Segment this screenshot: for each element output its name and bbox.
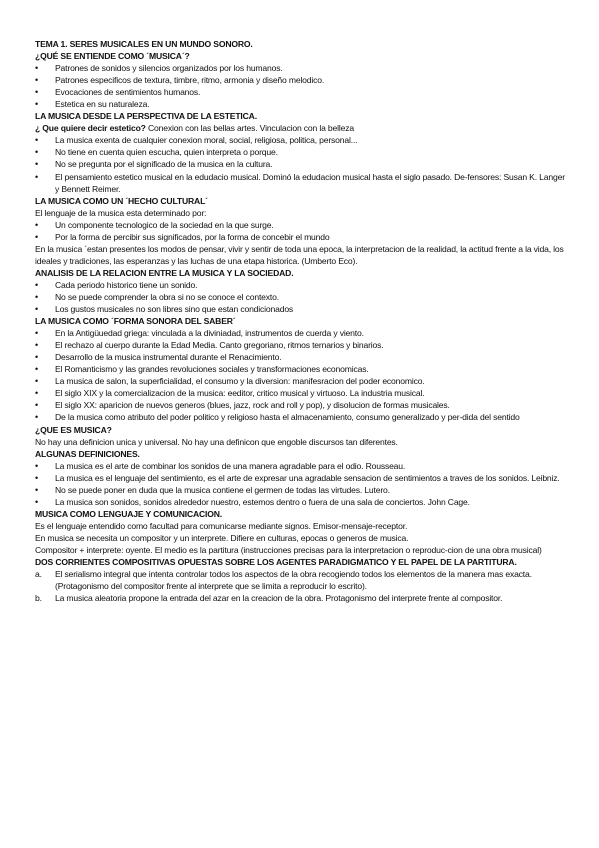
bullet-icon: • (35, 328, 38, 339)
bullet-list-s3 (35, 219, 565, 243)
question-rest: Conexion con las bellas artes. Vinculacion con la belleza (145, 123, 354, 134)
section-heading-estetica: LA MUSICA DESDE LA PERSPECTIVA DE LA ESTETICA. (35, 111, 257, 122)
intro-line: El lenguaje de la musica esta determinado por: (35, 207, 207, 218)
bullet-icon: • (35, 412, 38, 423)
list-item: • El Romanticismo y las grandes revoluciones sociales y transformaciones economicas. (35, 364, 369, 375)
list-item: • La musica es el lenguaje del sentimiento, es el arte de expresar una agradable sensacion de sentimientos a traves de los sonidos. Leibniz. (35, 472, 560, 483)
question-line (35, 122, 565, 134)
paragraph-line: Compositor + interprete: oyente. El medio es la partitura (instrucciones precisas para la interpretacion o reproduc-cion de una obra musical) (35, 544, 542, 555)
section-heading-lenguaje: MUSICA COMO LENGUAJE Y COMUNICACION. (35, 508, 223, 519)
bullet-icon: • (35, 63, 38, 74)
list-item: • De la musica como atributo del poder politico y religioso hasta el almacenamiento, consumo generalizado y per-dida del sentido (35, 412, 520, 423)
list-item: • El pensamiento estetico musical en la edudacio musical. Dominó la edudacion musical hasta el siglo pasado. De-fensores: Susan K. Langer y Bennett Reimer. (35, 171, 565, 194)
bullet-icon: • (35, 460, 38, 471)
list-item: • Evocaciones de sentimientos humanos. (35, 87, 201, 98)
bullet-icon: • (35, 364, 38, 375)
bullet-icon: • (35, 75, 38, 86)
list-item: • No se pregunta por el significado de la musica en la cultura. (35, 159, 273, 170)
bullet-icon: • (35, 291, 38, 302)
bullet-list-s7 (35, 460, 565, 508)
paragraph: No hay una definicion unica y universal. No hay una definicon que engoble discursos tan diferentes. (35, 436, 398, 447)
section-heading-corrientes: DOS CORRIENTES COMPOSITIVAS OPUESTAS SOBRE LOS AGENTES PARADIGMATICO Y EL PAPEL DE LA PARTITURA. (35, 557, 517, 568)
list-item: • No se puede comprender la obra si no se conoce el contexto. (35, 291, 279, 302)
list-item: • No tiene en cuenta quien escucha, quien interpreta o porque. (35, 147, 278, 158)
bullet-icon: • (35, 376, 38, 387)
bullet-icon: • (35, 171, 38, 182)
list-letter: a. (35, 569, 42, 580)
paragraph-line: Es el lenguaje entendido como facultad para comunicarse mediante signos. Emisor-mensaje-receptor. (35, 520, 408, 531)
list-item: • Estetica en su naturaleza. (35, 99, 150, 110)
bullet-icon: • (35, 231, 38, 242)
bullet-icon: • (35, 400, 38, 411)
list-item: • La musica de salon, la superficialidad, el consumo y la diversion: manifesracion del poder economico. (35, 376, 425, 387)
bullet-icon: • (35, 304, 38, 315)
bullet-icon: • (35, 87, 38, 98)
bullet-icon: • (35, 219, 38, 230)
bullet-icon: • (35, 147, 38, 158)
list-item: a. El serialismo integral que intenta controlar todos los aspectos de la obra recogiendo todos los elementos de la manera mas exacta. (Protagonismo del compositor frente al interprete que se limita a reproducir lo escrito). (35, 569, 532, 592)
list-item: • Cada periodo historico tiene un sonido. (35, 279, 198, 290)
list-item: • En la Antigüuedad griega: vinculada a la diviniadad, instrumentos de cuerda y viento. (35, 328, 364, 339)
bullet-icon: • (35, 484, 38, 495)
list-item: b. La musica aleatoria propone la entrada del azar en la creacion de la obra. Protagonismo del interprete frente al compositor. (35, 593, 503, 604)
bullet-icon: • (35, 340, 38, 351)
bullet-icon: • (35, 135, 38, 146)
list-item: • Los gustos musicales no son libres sino que estan condicionados (35, 304, 294, 315)
bullet-icon: • (35, 99, 38, 110)
list-item: • Patrones especificos de textura, timbre, ritmo, armonia y diseño melodico. (35, 75, 325, 86)
list-item: • El siglo XX: aparicion de nuevos generos (blues, jazz, rock and roll y pop), y disolucion de formas musicales. (35, 400, 450, 411)
paragraph-line: En musica se necesita un compositor y un interprete. Difiere en culturas, epocas o generos de musica. (35, 532, 409, 543)
list-item: • La musica es el arte de combinar los sonidos de una manera agradable para el odio. Rousseau. (35, 460, 406, 471)
list-item: • Patrones de sonidos y silencios organizados por los humanos. (35, 63, 283, 74)
bullet-icon: • (35, 159, 38, 170)
bullet-list-s2 (35, 134, 565, 194)
list-item: • Un componente tecnologico de la sociedad en la que surge. (35, 219, 274, 230)
bullet-list-s1 (35, 62, 565, 110)
bullet-icon: • (35, 472, 38, 483)
bullet-list-s5 (35, 327, 565, 423)
list-item: • El rechazo al cuerpo durante la Edad Media. Canto gregoriano, ritmos ternarios y binarios. (35, 340, 384, 351)
list-item: • La musica exenta de cualquier conexion moral, social, religiosa, politica, personal... (35, 135, 358, 146)
bullet-icon: • (35, 388, 38, 399)
section-heading-analisis: ANALISIS DE LA RELACION ENTRE LA MUSICA Y LA SOCIEDAD. (35, 267, 294, 278)
list-item: • Desarrollo de la musica instrumental durante el Renacimiento. (35, 352, 282, 363)
list-item: • El siglo XIX y la comercializacion de la musica: eeditor, critico musical y virtuoso. La industria musical. (35, 388, 425, 399)
quote-paragraph: En la musica ´estan presentes los modos de pensar, vivir y sentir de toda una epoca, la interpretacion de la realidad, la actitud frente a la vida, los ideales y tradiciones, las esperanzas y las luchas de una etapa historica. (Umberto Eco). (35, 243, 564, 266)
list-item: • Por la forma de percibir sus significados, por la forma de concebir el mundo (35, 231, 330, 242)
section-heading-hecho-cultural: LA MUSICA COMO UN ´HECHO CULTURAL´ (35, 195, 208, 206)
lettered-list-s9 (35, 568, 565, 604)
list-letter: b. (35, 593, 42, 604)
document-page (35, 38, 565, 604)
doc-title: TEMA 1. SERES MUSICALES EN UN MUNDO SONORO. (35, 39, 253, 49)
question-bold: ¿ Que quiere decir estetico? (35, 123, 146, 134)
section-heading-definiciones: ALGUNAS DEFINICIONES. (35, 448, 140, 459)
bullet-icon: • (35, 279, 38, 290)
bullet-list-s4 (35, 279, 565, 315)
bullet-icon: • (35, 352, 38, 363)
section-heading-que-se-entiende: ¿QUÉ SE ENTIENDE COMO ´MUSICA´? (35, 51, 190, 62)
bullet-icon: • (35, 496, 38, 507)
list-item: • No se puede poner en duda que la musica contiene el germen de todas las virtudes. Lutero. (35, 484, 390, 495)
list-item: • La musica son sonidos, sonidos alrededor nuestro, estemos dentro o fuera de una sala de conciertos. John Cage. (35, 496, 470, 507)
section-heading-que-es-musica: ¿QUE ES MUSICA? (35, 424, 112, 435)
section-heading-forma-sonora: LA MUSICA COMO ´FORMA SONORA DEL SABER´ (35, 316, 236, 327)
